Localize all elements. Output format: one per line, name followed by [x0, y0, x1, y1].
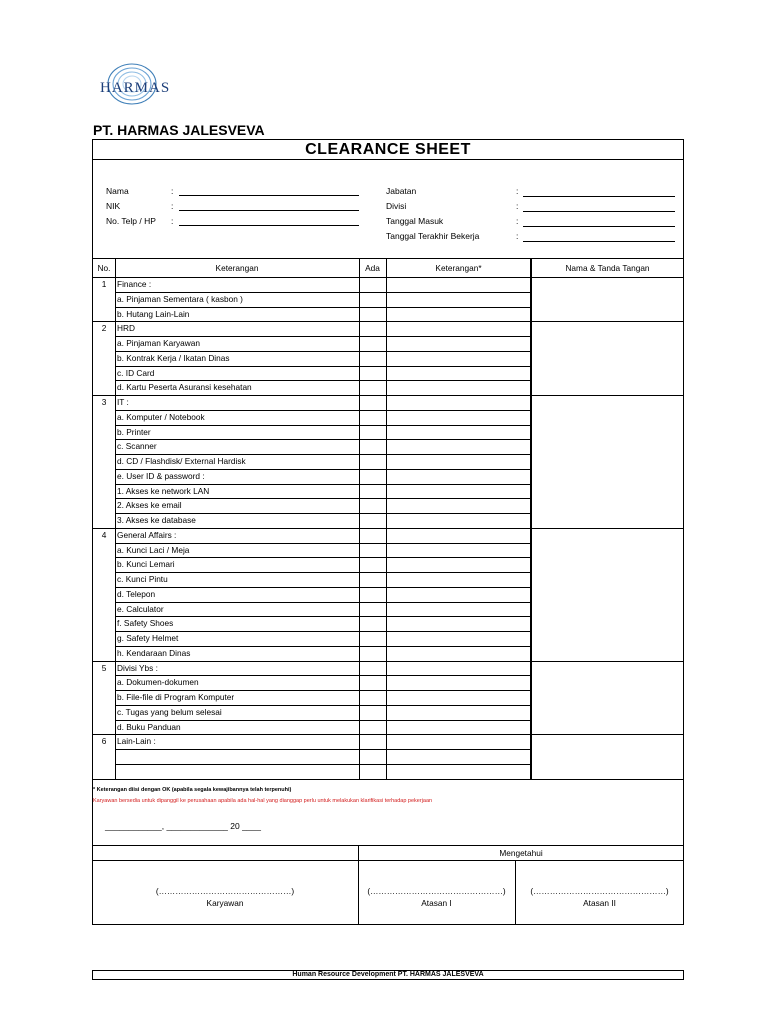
keterangan-cell[interactable]	[387, 367, 529, 380]
keterangan-cell[interactable]	[387, 662, 529, 675]
table-header-no: No.	[97, 263, 111, 273]
keterangan-cell[interactable]	[387, 558, 529, 571]
ada-cell[interactable]	[360, 440, 385, 453]
row-item-label: a. Komputer / Notebook	[117, 411, 205, 422]
company-name: PT. HARMAS JALESVEVA	[93, 122, 265, 138]
row-item-label: a. Dokumen-dokumen	[117, 677, 199, 688]
keterangan-cell[interactable]	[387, 396, 529, 409]
info-label: No. Telp / HP	[106, 216, 156, 226]
keterangan-cell[interactable]	[387, 529, 529, 542]
keterangan-cell[interactable]	[387, 426, 529, 439]
keterangan-cell[interactable]	[387, 691, 529, 704]
keterangan-cell[interactable]	[387, 352, 529, 365]
info-label: Tanggal Terakhir Bekerja	[386, 231, 480, 241]
info-colon: :	[171, 201, 174, 211]
info-input-line[interactable]	[523, 196, 675, 197]
row-item-label: c. Kunci Pintu	[117, 574, 168, 584]
section-number: 4	[101, 529, 107, 540]
ada-cell[interactable]	[360, 721, 385, 734]
ada-cell[interactable]	[360, 735, 385, 748]
signature-cell[interactable]	[532, 322, 683, 394]
row-item-label: Finance :	[117, 279, 152, 289]
info-input-line[interactable]	[179, 195, 359, 196]
row-item-label: f. Safety Shoes	[117, 618, 174, 629]
company-logo	[94, 58, 174, 118]
keterangan-cell[interactable]	[387, 603, 529, 616]
ada-cell[interactable]	[360, 573, 385, 586]
keterangan-cell[interactable]	[387, 455, 529, 468]
ada-cell[interactable]	[360, 396, 385, 409]
signature-label-karyawan: Karyawan	[206, 898, 244, 908]
signature-cell[interactable]	[532, 735, 683, 777]
keterangan-cell[interactable]	[387, 411, 529, 424]
row-item-label: e. User ID & password :	[117, 470, 205, 481]
keterangan-cell[interactable]	[387, 470, 529, 483]
keterangan-cell[interactable]	[387, 735, 529, 748]
row-item-label: d. CD / Flashdisk/ External Hardisk	[117, 456, 246, 466]
sheet-title: CLEARANCE SHEET	[93, 140, 683, 160]
ada-cell[interactable]	[360, 470, 385, 483]
info-colon: :	[516, 186, 519, 196]
signature-cell[interactable]	[532, 278, 683, 320]
mengetahui-label: Mengetahui	[499, 848, 543, 858]
keterangan-cell[interactable]	[387, 617, 529, 630]
signature-dots[interactable]: (…………………………………………)	[155, 886, 295, 896]
note-red: Karyawan bersedia untuk dipanggil ke perusahaan apabila ada hal-hal yang dianggap perlu untuk melakukan klarifikasi terhadap pekerjaan	[93, 798, 433, 804]
row-item-label: e. Calculator	[117, 603, 164, 614]
ada-cell[interactable]	[360, 514, 385, 527]
signature-label-atasan1: Atasan I	[421, 898, 452, 908]
row-item-label: HRD	[117, 323, 135, 334]
row-item-label: b. Kontrak Kerja / Ikatan Dinas	[117, 352, 230, 363]
row-item-label: c. ID Card	[117, 367, 155, 378]
info-colon: :	[171, 186, 174, 196]
ada-cell[interactable]	[360, 352, 385, 365]
row-item-label: Divisi Ybs :	[117, 662, 158, 673]
ada-cell[interactable]	[360, 485, 385, 498]
ada-cell[interactable]	[360, 765, 385, 778]
ada-cell[interactable]	[360, 617, 385, 630]
table-header-ada: Ada	[365, 263, 380, 273]
row-item-label: IT :	[117, 397, 129, 407]
table-header-keterangan2: Keterangan*	[435, 263, 482, 273]
row-item-label: g. Safety Helmet	[117, 633, 179, 643]
keterangan-cell[interactable]	[387, 485, 529, 498]
col-ada-line	[386, 258, 387, 779]
ada-cell[interactable]	[360, 558, 385, 571]
row-item-label: b. Hutang Lain-Lain	[117, 308, 190, 319]
keterangan-cell[interactable]	[387, 308, 529, 321]
info-label: Divisi	[386, 201, 407, 211]
row-item-label: d. Telepon	[117, 588, 156, 599]
row-item-label: c. Tugas yang belum selesai	[117, 706, 222, 717]
keterangan-cell[interactable]	[387, 499, 529, 512]
ada-cell[interactable]	[360, 544, 385, 557]
keterangan-cell[interactable]	[387, 765, 529, 778]
footer: Human Resource Development PT. HARMAS JALESVEVA	[92, 970, 684, 980]
info-colon: :	[516, 231, 519, 241]
keterangan-cell[interactable]	[387, 337, 529, 350]
table-header-nama: Nama & Tanda Tangan	[565, 263, 650, 273]
keterangan-cell[interactable]	[387, 544, 529, 557]
keterangan-cell[interactable]	[387, 647, 529, 660]
signature-dots[interactable]: (…………………………………………)	[367, 886, 506, 896]
keterangan-cell[interactable]	[387, 278, 529, 291]
note-keterangan: * Keterangan diisi dengan OK (apabila segala kewajibannya telah terpenuhi)	[93, 787, 292, 793]
ada-cell[interactable]	[360, 293, 385, 306]
keterangan-cell[interactable]	[387, 706, 529, 719]
keterangan-cell[interactable]	[387, 440, 529, 453]
section-number: 6	[101, 736, 107, 747]
row-item-label: d. Kartu Peserta Asuransi kesehatan	[117, 382, 252, 393]
sig-top-line	[92, 845, 684, 846]
ada-cell[interactable]	[360, 632, 385, 645]
signature-cell[interactable]	[532, 662, 683, 734]
sig-mid-line	[92, 860, 684, 861]
table-top-line	[93, 258, 684, 259]
keterangan-cell[interactable]	[387, 322, 529, 335]
keterangan-cell[interactable]	[387, 293, 529, 306]
info-label: Tanggal Masuk	[386, 216, 444, 226]
signature-label-atasan2: Atasan II	[583, 898, 616, 908]
section-number: 1	[101, 279, 107, 289]
clearance-sheet	[92, 139, 684, 925]
row-item-label: a. Pinjaman Sementara ( kasbon )	[117, 293, 243, 304]
row-item-label: Lain-Lain :	[117, 736, 156, 747]
ada-cell[interactable]	[360, 647, 385, 660]
ada-cell[interactable]	[360, 337, 385, 350]
row-item-label: c. Scanner	[117, 441, 157, 452]
ada-cell[interactable]	[360, 706, 385, 719]
table-header-keterangan: Keterangan	[215, 263, 259, 273]
info-label: Jabatan	[386, 186, 417, 196]
info-input-line[interactable]	[523, 241, 675, 242]
table-bottom-line	[93, 779, 684, 780]
row-item-label: b. Kunci Lemari	[117, 559, 175, 570]
signature-cell[interactable]	[532, 396, 683, 527]
info-colon: :	[516, 201, 519, 211]
date-line[interactable]: ____________, _____________ 20 ____	[105, 821, 261, 831]
ada-cell[interactable]	[360, 455, 385, 468]
ada-cell[interactable]	[360, 367, 385, 380]
info-input-line[interactable]	[523, 226, 675, 227]
ada-cell[interactable]	[360, 322, 385, 335]
keterangan-cell[interactable]	[387, 514, 529, 527]
info-label: NIK	[106, 201, 121, 211]
ada-cell[interactable]	[360, 691, 385, 704]
ada-cell[interactable]	[360, 662, 385, 675]
ada-cell[interactable]	[360, 499, 385, 512]
ada-cell[interactable]	[360, 278, 385, 291]
info-input-line[interactable]	[179, 210, 359, 211]
ada-cell[interactable]	[360, 426, 385, 439]
info-colon: :	[171, 216, 174, 226]
ada-cell[interactable]	[360, 676, 385, 689]
ada-cell[interactable]	[360, 411, 385, 424]
row-item-label: 2. Akses ke email	[117, 500, 182, 511]
row-item-label: General Affairs :	[117, 529, 177, 540]
logo-text: HARMAS	[100, 80, 171, 96]
section-number: 2	[101, 323, 107, 334]
keterangan-cell[interactable]	[387, 750, 529, 763]
info-input-line[interactable]	[179, 225, 359, 226]
info-colon: :	[516, 216, 519, 226]
row-item-label: d. Buku Panduan	[117, 721, 181, 732]
col-nama-line	[531, 258, 532, 779]
col-no-line	[115, 258, 116, 779]
keterangan-cell[interactable]	[387, 676, 529, 689]
ada-cell[interactable]	[360, 750, 385, 763]
info-label: Nama	[106, 186, 129, 196]
col-ket-line	[359, 258, 360, 779]
row-item-label: 3. Akses ke database	[117, 515, 196, 525]
section-number: 3	[101, 397, 107, 407]
ada-cell[interactable]	[360, 603, 385, 616]
row-item-label: a. Kunci Laci / Meja	[117, 544, 190, 555]
info-input-line[interactable]	[523, 211, 675, 212]
ada-cell[interactable]	[360, 529, 385, 542]
row-item-label: 1. Akses ke network LAN	[117, 485, 210, 496]
section-number: 5	[101, 662, 107, 673]
row-item-label: h. Kendaraan Dinas	[117, 647, 191, 658]
row-item-label: a. Pinjaman Karyawan	[117, 338, 201, 348]
ada-cell[interactable]	[360, 588, 385, 601]
keterangan-cell[interactable]	[387, 632, 529, 645]
signature-cell[interactable]	[532, 529, 683, 660]
keterangan-cell[interactable]	[387, 588, 529, 601]
keterangan-cell[interactable]	[387, 381, 529, 394]
keterangan-cell[interactable]	[387, 573, 529, 586]
row-item-label: b. Printer	[117, 426, 151, 437]
keterangan-cell[interactable]	[387, 721, 529, 734]
row-item-label: b. File-file di Program Komputer	[117, 692, 235, 702]
signature-dots[interactable]: (…………………………………………)	[530, 886, 669, 896]
ada-cell[interactable]	[360, 381, 385, 394]
ada-cell[interactable]	[360, 308, 385, 321]
